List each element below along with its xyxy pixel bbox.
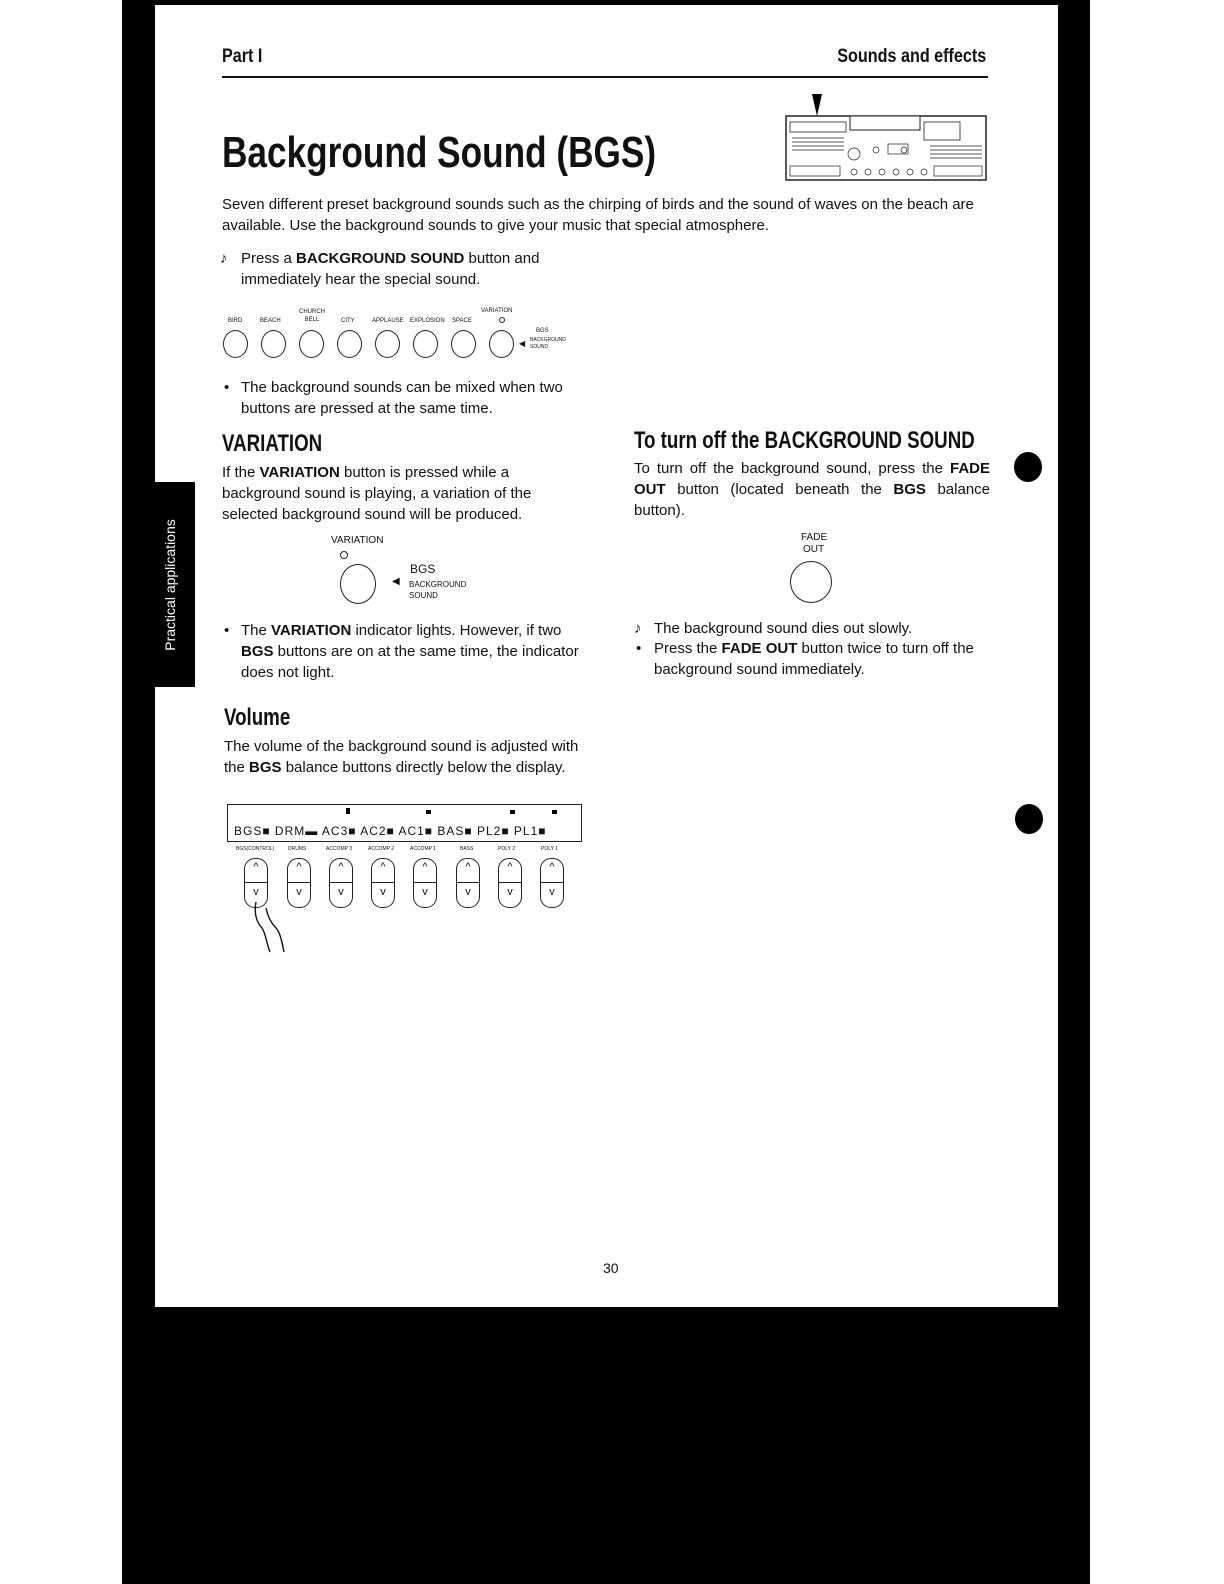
applause-button[interactable] (375, 330, 400, 358)
turn-off-note-2-b: FADE OUT (721, 640, 798, 657)
variation-diagram-label: VARIATION (331, 535, 384, 546)
press-instruction (222, 248, 580, 290)
up-icon: ^ (549, 861, 555, 873)
part-label: Part I (222, 46, 263, 67)
mix-note-text: The background sounds can be mixed when two buttons are pressed at the same time. (241, 379, 563, 417)
turn-off-paragraph (634, 458, 990, 521)
turn-off-p1-bold2: BGS (893, 481, 926, 498)
down-icon: v (465, 886, 471, 898)
binder-hole-bottom (1015, 804, 1043, 834)
page-title: Background Sound (BGS) (222, 128, 657, 177)
down-icon: v (422, 886, 428, 898)
volume-p1-post: balance buttons directly below the display. (281, 759, 566, 776)
scan-border-bottom (122, 1307, 1090, 1584)
poly2-balance-rocker[interactable] (498, 858, 522, 908)
variation-sound-label: SOUND (409, 591, 438, 600)
city-button[interactable] (337, 330, 362, 358)
bgs-label-bird: BIRD (228, 318, 243, 324)
up-icon: ^ (380, 861, 386, 873)
bgs-label-variation: VARIATION (481, 308, 513, 314)
volume-paragraph (224, 736, 584, 778)
lcd-level-marks (228, 808, 581, 816)
balance-label-poly1: POLY 1 (541, 846, 559, 852)
beach-button[interactable] (261, 330, 286, 358)
down-icon: v (380, 886, 386, 898)
accomp3-balance-rocker[interactable] (329, 858, 353, 908)
explosion-button[interactable] (413, 330, 438, 358)
volume-p1: The volume of the background sound is adjusted with the (224, 738, 579, 776)
turn-off-p1-post: balance button). (634, 481, 991, 519)
variation-note-b: VARIATION (271, 622, 352, 639)
side-tab (145, 482, 195, 687)
bgs-label-church-bell: CHURCH BELL (299, 309, 325, 323)
turn-off-p1-bold: FADE OUT (634, 460, 990, 498)
down-icon: v (253, 886, 259, 898)
variation-p1: If the (222, 464, 260, 481)
bullet: • (224, 622, 230, 639)
variation-paragraph (222, 462, 580, 525)
arrow-left-icon: ◀ (392, 576, 400, 587)
variation-background-label: BACKGROUND (409, 580, 467, 589)
keyboard-panel-illustration (784, 92, 988, 182)
volume-heading: Volume (224, 704, 291, 731)
poly1-balance-rocker[interactable] (540, 858, 564, 908)
variation-button-diagram[interactable] (340, 564, 376, 604)
background-sound-group-label: BACKGROUND SOUND (530, 337, 566, 350)
variation-button[interactable] (489, 330, 514, 358)
down-icon: v (338, 886, 344, 898)
space-button[interactable] (451, 330, 476, 358)
bgs-group-label: BGS (536, 328, 549, 334)
accomp1-balance-rocker[interactable] (413, 858, 437, 908)
bird-button[interactable] (223, 330, 248, 358)
arrow-down-icon (812, 94, 822, 116)
press-pre: Press a (241, 250, 297, 267)
down-icon: v (296, 886, 302, 898)
page-number: 30 (603, 1260, 619, 1276)
variation-note (222, 620, 582, 683)
bgs-label-beach: BEACH (260, 318, 281, 324)
lcd-readout: BGS■ DRM▬ AC3■ AC2■ AC1■ BAS■ PL2■ PL1■ (234, 824, 547, 838)
up-icon: ^ (465, 861, 471, 873)
section-label: Sounds and effects (837, 46, 986, 67)
balance-label-accomp2: ACCOMP 2 (368, 846, 395, 852)
bgs-label-space: SPACE (452, 318, 472, 324)
bullet: • (636, 640, 642, 657)
turn-off-p1: To turn off the background sound, press the (634, 460, 950, 477)
turn-off-note-2-c: button twice to turn off the background sound immediately. (654, 640, 974, 678)
bgs-label-explosion: EXPLOSION (410, 318, 445, 324)
up-icon: ^ (338, 861, 344, 873)
fade-out-button[interactable] (790, 561, 832, 603)
press-bold: BACKGROUND SOUND (296, 250, 465, 267)
bullet: • (224, 379, 230, 396)
turn-off-p1-mid: button (located beneath the (665, 481, 894, 498)
out-label: OUT (803, 544, 825, 555)
bgs-label-applause: APPLAUSE (372, 318, 404, 324)
accomp2-balance-rocker[interactable] (371, 858, 395, 908)
bgs-label-city: CITY (341, 318, 355, 324)
variation-led-diagram (340, 551, 348, 559)
turn-off-note-2 (634, 638, 992, 680)
note-icon: ♪ (634, 620, 642, 637)
up-icon: ^ (422, 861, 428, 873)
variation-note-c: indicator lights. However, if two (351, 622, 562, 639)
balance-label-accomp3: ACCOMP 3 (326, 846, 353, 852)
turn-off-heading: To turn off the BACKGROUND SOUND (634, 427, 975, 454)
turn-off-note-1-text: The background sound dies out slowly. (654, 620, 913, 637)
church-bell-button[interactable] (299, 330, 324, 358)
balance-label-bass: BASS (460, 846, 474, 852)
variation-note-e: buttons are on at the same time, the indicator does not light. (241, 643, 579, 681)
pointing-hand-icon (246, 898, 296, 954)
bgs-button-row (222, 306, 602, 366)
down-icon: v (549, 886, 555, 898)
volume-p1-bold: BGS (249, 759, 282, 776)
lcd-display (227, 804, 582, 842)
intro-paragraph: Seven different preset background sounds such as the chirping of birds and the sound of waves on the beach are available. Use the background sounds to give your music that special atmosphere. (222, 196, 974, 234)
up-icon: ^ (296, 861, 302, 873)
note-icon: ♪ (220, 250, 228, 267)
balance-label-poly2: POLY 2 (498, 846, 516, 852)
balance-label-drums: DRUMS (288, 846, 307, 852)
down-icon: v (507, 886, 513, 898)
variation-heading: VARIATION (222, 430, 323, 457)
variation-indicator-led (499, 317, 505, 323)
fade-label: FADE (801, 532, 828, 543)
variation-bgs-label: BGS (410, 562, 436, 576)
variation-p1-post: button is pressed while a background sound is playing, a variation of the selected background sound will be produced. (222, 464, 532, 523)
variation-note-d: BGS (241, 643, 274, 660)
turn-off-note-1 (634, 618, 990, 639)
up-icon: ^ (253, 861, 259, 873)
mix-note (222, 377, 582, 419)
header-rule (222, 76, 988, 78)
variation-note-a: The (241, 622, 272, 639)
balance-label-bgs: BGS(CONTROL) (236, 846, 275, 852)
press-post: button and immediately hear the special sound. (241, 250, 540, 288)
turn-off-note-2-a: Press the (654, 640, 722, 657)
bass-balance-rocker[interactable] (456, 858, 480, 908)
binder-hole-top (1014, 452, 1042, 482)
side-tab-label: Practical applications (162, 518, 178, 651)
up-icon: ^ (507, 861, 513, 873)
arrow-left-icon: ◀ (519, 339, 526, 348)
balance-label-accomp1: ACCOMP 1 (410, 846, 437, 852)
balance-buttons (236, 846, 586, 956)
variation-p1-bold: VARIATION (259, 464, 340, 481)
